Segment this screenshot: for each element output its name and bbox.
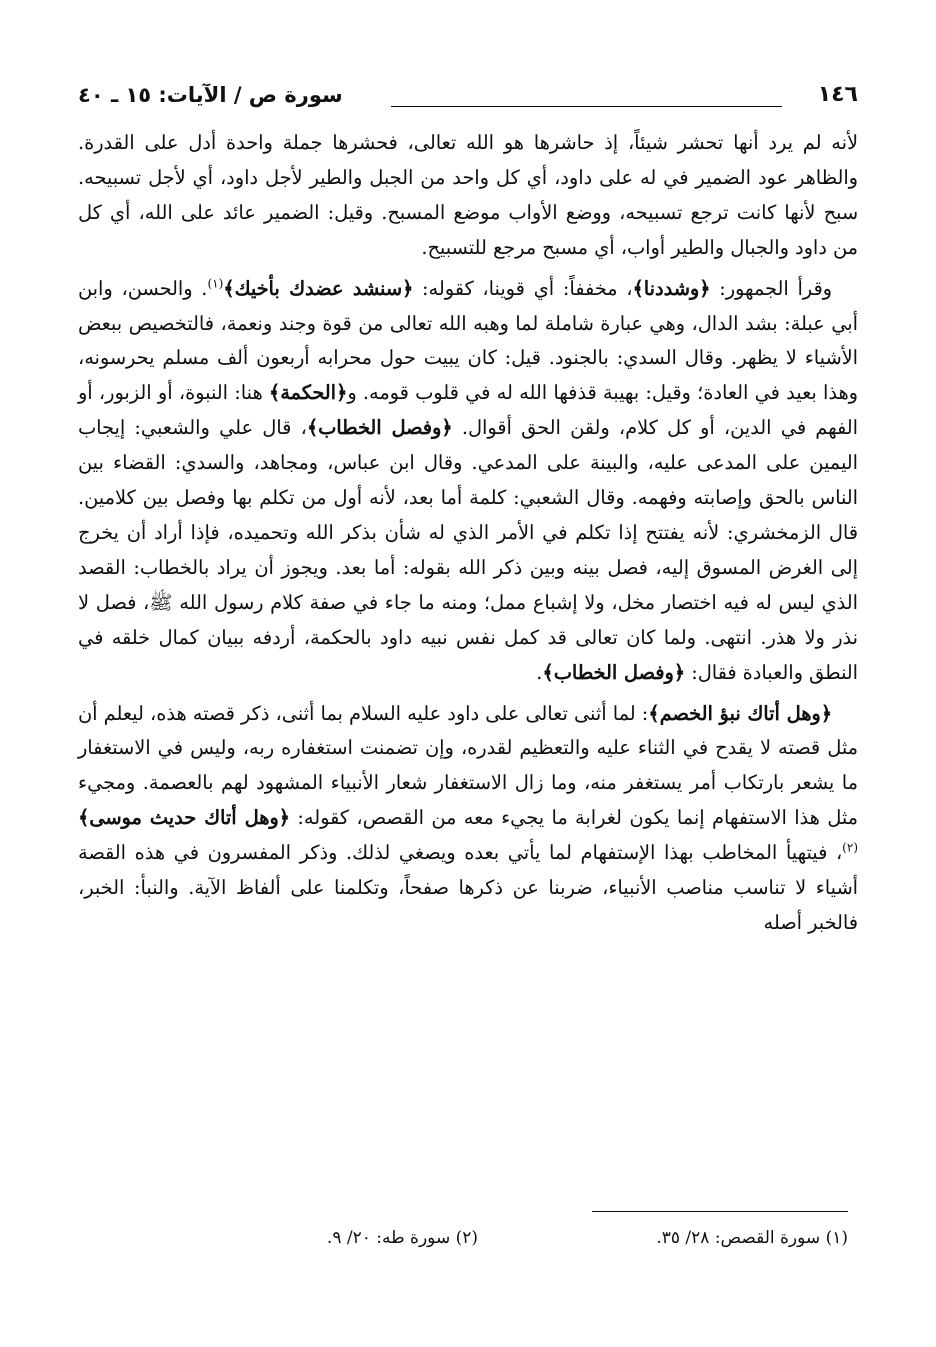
text-run: ، قال علي والشعبي: إيجاب اليمين على المدعى عليه، والبينة على المدعي. وقال ابن عباس، ومجاهد، والسدي: القضاء بين الناس بالحق وإصابته وفهمه. وقال الشعبي: كلمة أما بعد، لأنه أول من تكلم بها وفصل بين كلامين. قال الزمخشري: لأنه يفتتح إذا تكلم في الأمر الذي له شأن بذكر الله وتحميده، فإذا أراد أن يخرج إلى الغرض المسوق إليه، فصل بينه وبين ذكر الله بقوله: أما بعد. ويجوز أن يراد بالخطاب: القصد الذي ليس له فيه اختصار مخل، ولا إشباع ممل؛ ومنه ما جاء في صفة كلام رسول الله ﷺ، فصل لا نذر ولا هذر. انتهى. ولما كان تعالى قد كمل نفس نبيه داود بالحكمة، أردفه ببيان كمال خلقه في النطق والعبادة فقال: xyxy=(78,416,858,684)
text-run: . والحسن، وابن أبي عبلة: بشد الدال، وهي عبارة شاملة لما وهبه الله تعالى من قوة وجند ونعمة، فالتخصيص ببعض الأشياء لا يظهر. وقال السدي: بالجنود. قيل: كان يبيت حول محرابه أربعون ألف مسلم يحرسونه، وهذا بعيد في العادة؛ وقيل: بهيبة قذفها الله له في قلوب قومه. و xyxy=(78,276,858,405)
footnote-ref: (١) xyxy=(207,276,224,291)
footnote-rule xyxy=(592,1211,848,1212)
paragraph-3 xyxy=(78,697,858,941)
main-text xyxy=(78,126,858,941)
paragraph-2 xyxy=(78,272,858,691)
running-header xyxy=(78,80,858,114)
text-run: ، فيتهيأ المخاطب بهذا الإستفهام لما يأتي بعده ويصغي لذلك. وذكر المفسرون في هذه القصة أشياء لا تناسب مناصب الأنبياء، ضربنا عن ذكرها صفحاً، وتكلمنا على ألفاظ الآية. والنبأ: الخبر، فالخبر أصله xyxy=(78,841,858,934)
quran-quote: ﴿وفصل الخطاب﴾ xyxy=(542,660,686,684)
footnote-2: (٢) سورة طه: ٢٠/ ٩. xyxy=(326,1228,478,1248)
text-run: ، مخففاً: أي قوينا، كقوله: xyxy=(413,276,633,300)
paragraph-1 xyxy=(78,126,858,266)
page-number: ١٤٦ xyxy=(817,82,858,107)
footnote-ref: (٢) xyxy=(842,840,858,855)
text-run: : لما أثنى تعالى على داود عليه السلام بما أثنى، ذكر قصته هذه، ليعلم أن مثل قصته لا يقدح في الثناء عليه والتعظيم لقدره، وإن تضمنت استغفاره ربه، وليس في الاستغفار ما يشعر بارتكاب أمر يستغفر منه، وما زال الاستغفار شعار الأنبياء المشهود لهم بالعصمة. ومجيء مثل هذا الاستفهام إنما يكون لغرابة ما يجيء معه من القصص، كقوله: xyxy=(78,701,858,830)
quran-quote: ﴿وهل أتاك حديث موسى﴾ xyxy=(78,806,290,830)
quran-quote: ﴿الحكمة﴾ xyxy=(268,381,348,405)
quran-quote: ﴿سنشد عضدك بأخيك﴾ xyxy=(223,276,414,300)
quran-quote: ﴿وشددنا﴾ xyxy=(632,276,711,300)
running-title: سورة ص / الآيات: ١٥ ـ ٤٠ xyxy=(78,83,343,107)
text-run: وقرأ الجمهور: xyxy=(710,276,832,300)
header-rule xyxy=(391,106,782,107)
quran-quote: ﴿وهل أتاك نبؤ الخصم﴾ xyxy=(648,701,833,725)
text-run: هنا: النبوة، أو الزبور، أو الفهم في الدين، أو كل كلام، ولقن الحق أقوال. xyxy=(78,381,858,440)
footnote-1: (١) سورة القصص: ٢٨/ ٣٥. xyxy=(656,1228,848,1248)
text-run: لأنه لم يرد أنها تحشر شيئاً، إذ حاشرها هو الله تعالى، فحشرها جملة واحدة أدل على القدرة. والظاهر عود الضمير في له على داود، أي كل واحد من الجبل والطير لأجل داود، أي لأجل تسبيحه. سبح لأنها كانت ترجع تسبيحه، ووضع الأواب موضع المسبح. وقيل: الضمير عائد على الله، أي كل من داود والجبال والطير أواب، أي مسبح مرجع للتسبيح. xyxy=(78,131,858,259)
text-run: . xyxy=(536,660,543,684)
quran-quote: ﴿وفصل الخطاب﴾ xyxy=(306,416,453,440)
